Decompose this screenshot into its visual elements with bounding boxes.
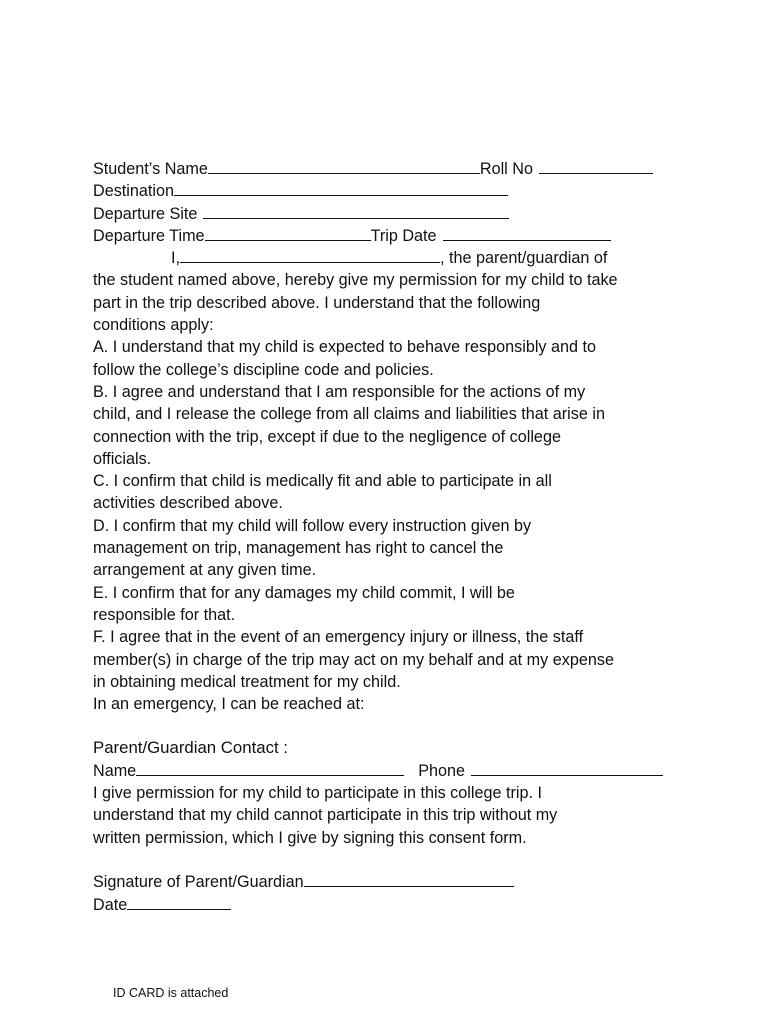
roll-no-field[interactable] bbox=[539, 158, 653, 174]
destination-field[interactable] bbox=[174, 180, 508, 196]
condition-b-line: child, and I release the college from all claims and liabilities that arise in bbox=[93, 405, 605, 424]
declaration-line-4: conditions apply: bbox=[93, 316, 214, 335]
condition-b bbox=[93, 381, 683, 470]
student-name-label: Student’s Name bbox=[93, 160, 208, 178]
departure-time-row bbox=[93, 225, 683, 247]
condition-a bbox=[93, 336, 683, 381]
date-field[interactable] bbox=[127, 894, 231, 910]
condition-e bbox=[93, 582, 683, 627]
contact-heading: Parent/Guardian Contact : bbox=[93, 738, 288, 758]
roll-no-label: Roll No bbox=[479, 160, 533, 178]
condition-b-line: officials. bbox=[93, 449, 152, 468]
student-name-row bbox=[93, 158, 683, 180]
contact-phone-label: Phone bbox=[418, 761, 465, 780]
condition-a-line: follow the college’s discipline code and policies. bbox=[93, 360, 434, 379]
declaration-line-3: part in the trip described above. I understand that the following bbox=[93, 293, 541, 312]
condition-d-line: management on trip, management has right to cancel the bbox=[93, 539, 504, 558]
condition-f-line: member(s) in charge of the trip may act on my behalf and at my expense bbox=[93, 650, 614, 669]
condition-f-line: in obtaining medical treatment for my child. bbox=[93, 672, 401, 691]
permission-line: I give permission for my child to participate in this college trip. I bbox=[93, 784, 542, 803]
condition-c-line: activities described above. bbox=[93, 494, 283, 513]
signature-label: Signature of Parent/Guardian bbox=[93, 873, 304, 892]
condition-e-line: responsible for that. bbox=[93, 605, 236, 624]
guardian-name-field[interactable] bbox=[180, 247, 440, 263]
permission-line: written permission, which I give by signing this consent form. bbox=[93, 828, 527, 847]
condition-d-line: arrangement at any given time. bbox=[93, 561, 317, 580]
condition-c-line: C. I confirm that child is medically fit and able to participate in all bbox=[93, 472, 552, 491]
condition-e-line: E. I confirm that for any damages my child commit, I will be bbox=[93, 583, 515, 602]
trip-date-label: Trip Date bbox=[370, 226, 437, 245]
condition-b-line: B. I agree and understand that I am responsible for the actions of my bbox=[93, 382, 586, 401]
permission-line: understand that my child cannot participate in this trip without my bbox=[93, 806, 558, 825]
condition-d bbox=[93, 515, 683, 582]
departure-site-row bbox=[93, 203, 683, 225]
trip-date-field[interactable] bbox=[443, 225, 611, 241]
permission-statement bbox=[93, 782, 683, 849]
departure-time-field[interactable] bbox=[205, 225, 371, 241]
declaration-suffix: , the parent/guardian of bbox=[440, 249, 608, 268]
destination-label: Destination bbox=[93, 182, 174, 201]
signature-row bbox=[93, 871, 683, 893]
date-label: Date bbox=[93, 895, 128, 914]
condition-d-line: D. I confirm that my child will follow every instruction given by bbox=[93, 516, 532, 535]
condition-b-line: connection with the trip, except if due to the negligence of college bbox=[93, 427, 561, 446]
consent-form bbox=[93, 158, 683, 916]
condition-f bbox=[93, 626, 683, 693]
condition-a-line: A. I understand that my child is expected to behave responsibly and to bbox=[93, 338, 597, 357]
departure-time-label: Departure Time bbox=[93, 226, 205, 245]
declaration-line-2: the student named above, hereby give my permission for my child to take bbox=[93, 271, 618, 290]
signature-field[interactable] bbox=[304, 871, 514, 887]
declaration-prefix: I, bbox=[171, 249, 180, 268]
declaration-line-1 bbox=[93, 247, 683, 269]
contact-row bbox=[93, 760, 683, 782]
contact-phone-field[interactable] bbox=[471, 760, 663, 776]
student-name-field[interactable] bbox=[208, 158, 480, 174]
emergency-text: In an emergency, I can be reached at: bbox=[93, 695, 365, 714]
date-row bbox=[93, 894, 683, 916]
departure-site-label: Departure Site bbox=[93, 204, 198, 223]
contact-name-field[interactable] bbox=[136, 760, 404, 776]
departure-site-field[interactable] bbox=[203, 203, 509, 219]
condition-c bbox=[93, 470, 683, 515]
condition-f-line: F. I agree that in the event of an emergency injury or illness, the staff bbox=[93, 628, 584, 647]
destination-row bbox=[93, 180, 683, 202]
contact-name-label: Name bbox=[93, 761, 137, 780]
id-card-note: ID CARD is attached bbox=[113, 986, 229, 1000]
